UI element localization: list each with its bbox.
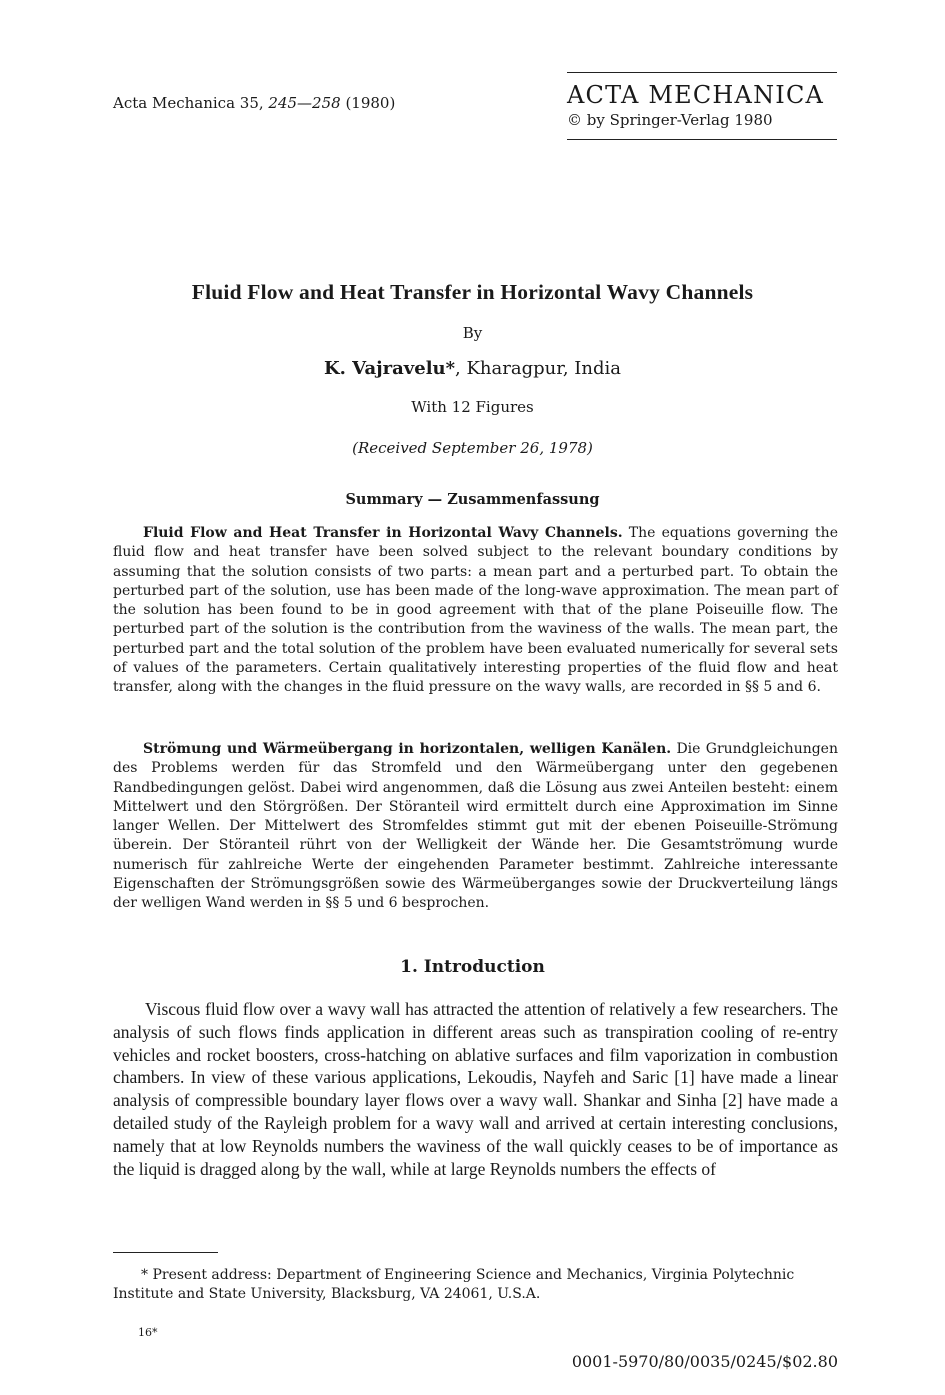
figures-note: With 12 Figures: [411, 398, 534, 416]
journal-brand: [567, 72, 837, 140]
journal-name: ACTA MECHANICA: [567, 81, 825, 109]
abstract-english-text: The equations governing the fluid flow and heat transfer have been solved subject to the relevant boundary conditions by assuming that the solution consists of two parts: a mean part and a perturbed part. To obtain the perturbed part of the solution, use has been made of the long-wave approximation. The mean part of the solution has been found to be in good agreement with that of the plane Poiseuille flow. The perturbed part of the solution is the contribution from the waviness of the walls. The mean part, the perturbed part and the total solution of the problem have been evaluated numerically for several sets of values of the parameters. Certain qualitatively interesting properties of the fluid flow and heat transfer, along with the changes in the fluid pressure on the wavy walls, are recorded in §§ 5 and 6.: [113, 525, 838, 696]
author-name: K. Vajravelu*: [323, 358, 456, 379]
abstract-english-paragraph: [113, 524, 838, 698]
abstract-german-text: Die Grundgleichungen des Problems werden für das Stromfeld und den Wärmeübergang unter den gegebenen Randbedingungen gelöst. Dabei wird angenommen, daß die Lösung aus zwei Anteilen besteht: einem Mittelwert und den Störgrößen. Der Störanteil wird ermittelt durch eine Approximation im Sinne langer Wellen. Der Mittelwert des Stromfeldes stimmt gut mit der ebenen Poiseuille-Strömung überein. Der Störanteil rührt von der Welligkeit der Wände her. Die Gesamtströmung wurde numerisch für zahlreiche Werte der eingehenden Parameter bestimmt. Zahlreiche interessante Eigenschaften der Strömungsgrößen sowie des Wärmeüberganges sowie der Druckverteilung längs der welligen Wand werden in §§ 5 und 6 besprochen.: [113, 741, 838, 912]
footnote-rule: [113, 1252, 218, 1253]
section-heading-introduction: 1. Introduction: [400, 957, 545, 977]
publisher-copyright: © by Springer-Verlag 1980: [567, 111, 773, 129]
journal-ref-pages: 245—258: [268, 94, 341, 112]
brand-bottom-rule: [567, 139, 837, 140]
abstract-english-title: Fluid Flow and Heat Transfer in Horizontal Wavy Channels.: [143, 525, 623, 541]
author-line: [0, 358, 945, 379]
summary-heading: Summary — Zusammenfassung: [345, 491, 600, 508]
journal-reference: [113, 94, 395, 112]
brand-top-rule: [567, 72, 837, 73]
author-affiliation: , Kharagpur, India: [455, 358, 622, 379]
journal-ref-prefix: Acta Mechanica 35,: [113, 94, 269, 112]
abstract-german-title: Strömung und Wärmeübergang in horizontalen, welligen Kanälen.: [143, 741, 672, 757]
byline-by: By: [462, 324, 483, 342]
abstract-german: [113, 740, 838, 914]
footnote-text: * Present address: Department of Engineering Science and Mechanics, Virginia Polytechnic Institute and State University, Blacksburg, VA 24061, U.S.A.: [113, 1267, 795, 1302]
journal-ref-year: (1980): [340, 94, 396, 112]
footnote: [113, 1266, 838, 1304]
received-date: (Received September 26, 1978): [352, 439, 593, 457]
paper-title: Fluid Flow and Heat Transfer in Horizontal Wavy Channels: [191, 280, 754, 304]
article-price-code: 0001-5970/80/0035/0245/$02.80: [571, 1352, 838, 1371]
abstract-english: [113, 524, 838, 698]
signature-mark: 16*: [138, 1326, 158, 1339]
introduction-paragraph: Viscous fluid flow over a wavy wall has attracted the attention of relatively a few researchers. The analysis of such flows finds application in different areas such as transpiration cooling of re-entry vehicles and rocket boosters, cross-hatching on ablative surfaces and film vaporization in combustion chambers. In view of these various applications, Lekoudis, Nayfeh and Saric [1] have made a linear analysis of compressible boundary layer flows over a wavy wall. Shankar and Sinha [2] have made a detailed study of the Rayleigh problem for a wavy wall and arrived at certain interesting conclusions, namely that at low Reynolds numbers the waviness of the wall quickly ceases to be of importance as the liquid is dragged along by the wall, while at large Reynolds numbers the effects of: [113, 999, 838, 1179]
introduction-body: [113, 998, 838, 1180]
abstract-german-paragraph: [113, 740, 838, 914]
